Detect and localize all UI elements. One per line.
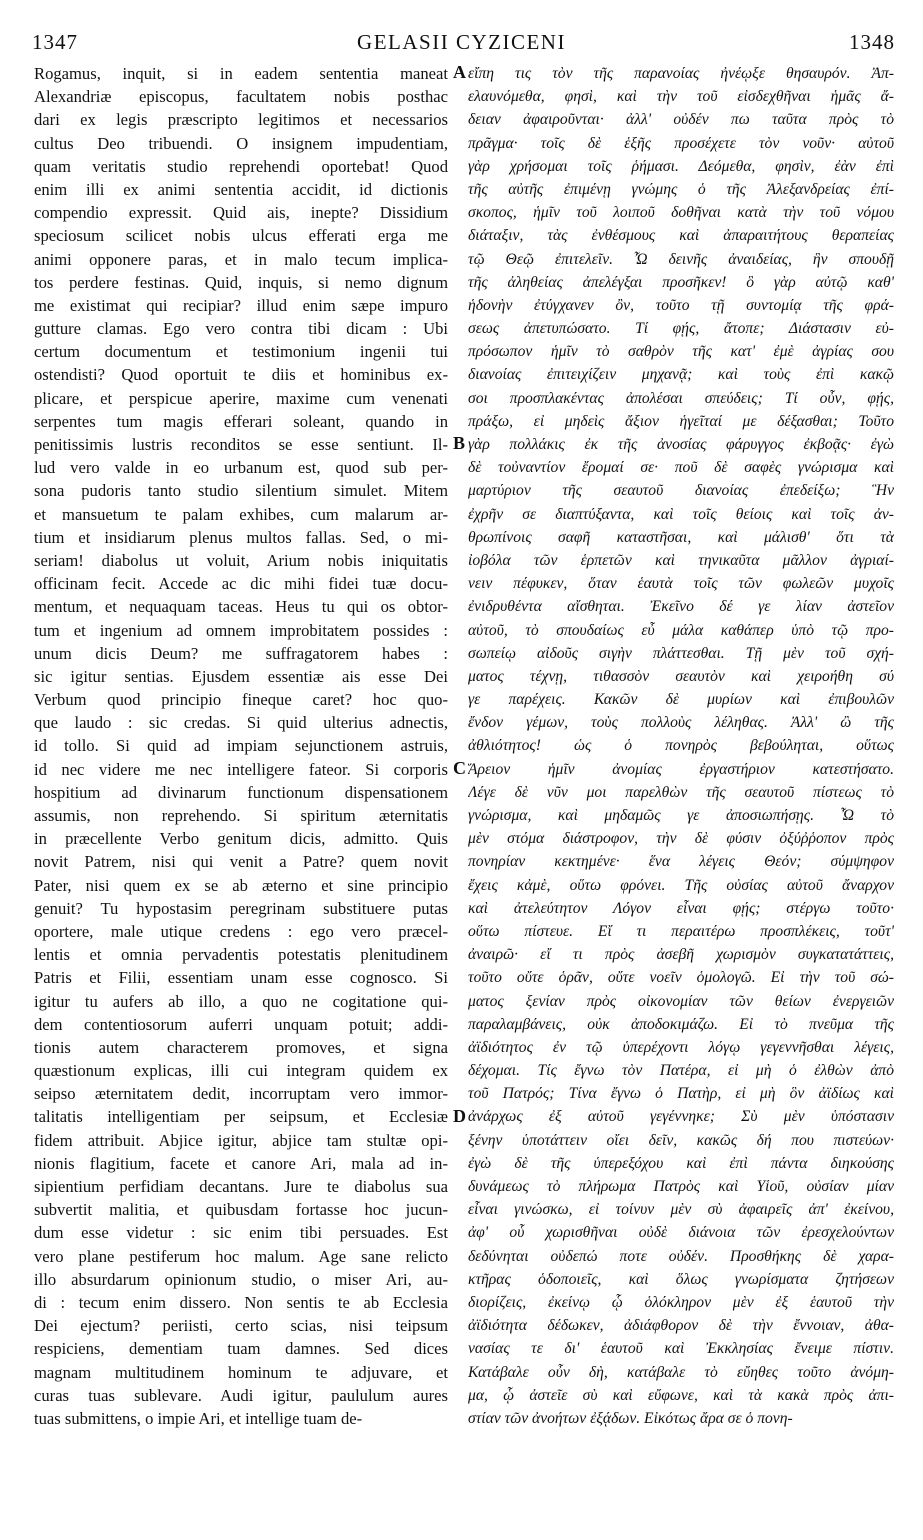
greek-text-line: σοι προσπλακέντας ἀπολέσαι σπεύδεις; Τί οὖν, φῄς, xyxy=(468,389,894,407)
section-marker-d: D xyxy=(453,1106,466,1126)
latin-text-line: speciosum scilicet nobis ulcus efferati erga me xyxy=(34,226,448,246)
latin-text-line: Dei ejectum? periisti, certo scias, nisi teipsum xyxy=(34,1316,448,1336)
greek-text-line: τοῦτο οὔτε ὁρᾶν, οὔτε νοεῖν ὁμολογῶ. Εἰ τὴν τοῦ σώ- xyxy=(468,969,894,987)
greek-text-line: ματος ξενίαν πρὸς οἰκονομίαν τῶν θείων ἐνεργειῶν xyxy=(468,992,894,1010)
latin-text-line: unum dicis Deum? me suffragatorem habes : xyxy=(34,643,448,663)
greek-text-line: τοῦ Πατρός; Τίνα ἔγνω ὁ Πατὴρ, εἰ μὴ ὃν ἀϊδίως καὶ xyxy=(468,1085,894,1103)
greek-text-line: πράξω, εἰ μηδεὶς ἄξιον ἡγεῖταί με δέξασθαι; Τοῦτο xyxy=(468,412,894,430)
greek-text-line: αὐτοῦ, τὸ σπουδαίως εὖ μάλα καθάπερ ὑπὸ τῷ προ- xyxy=(468,621,894,639)
greek-text-line: Ἄρειον ἡμῖν ἀνομίας ἐργαστήριον κατεστήσατο. xyxy=(468,760,894,778)
page-number-left: 1347 xyxy=(32,30,78,54)
latin-text-line: quam veritatis studio reprehendi oportebat! Quod xyxy=(34,156,448,176)
latin-text-line: Patris et Filii, essentiam unam esse cognosco. Si xyxy=(34,968,448,988)
latin-text-line: novit Patrem, nisi qui venit a Patre? quem novit xyxy=(34,852,448,872)
latin-text-line: igitur tu aufers ab illo, a quo ne cogitatione qui- xyxy=(34,991,448,1011)
greek-text-line: νειν πέφυκεν, ὅταν ἑαυτὰ τοῖς τῶν φωλεῶν μυχοῖς xyxy=(468,575,894,593)
greek-text-line: θρωπίνοις σαφῆ καταστῆσαι, καὶ μάλισθ' ὅτι τὰ xyxy=(468,528,894,546)
greek-text-line: διανοίας ἐπιτειχίζειν μηχανᾷ; καὶ τοὺς ἐπὶ κακῷ xyxy=(468,366,894,384)
latin-text-line: respiciens, dementiam tuam damnes. Sed dices xyxy=(34,1339,448,1359)
latin-text-line: genuit? Tu hypostasim peregrinam substituere putas xyxy=(34,898,448,918)
greek-text-line: διορίζεις, ἐκείνῳ ᾧ ὁλόκληρον μὲν ἐξ ἑαυτοῦ τὴν xyxy=(468,1293,894,1311)
section-marker-a: A xyxy=(453,62,466,82)
greek-text-line: ἐχρῆν σε διαπτύξαντα, καὶ τοῖς θείοις καὶ τοῖς ἀν- xyxy=(468,505,894,523)
latin-text-line: plicare, et perspicue aperire, maxime cum venenati xyxy=(34,388,448,408)
latin-text-line: Pater, nisi quem ex se ab æterno et sine principio xyxy=(34,875,448,895)
greek-text-line: γὰρ πολλάκις ἐκ τῆς ἀνοσίας φάρυγγος ἐκβοᾷς· ἐγὼ xyxy=(468,436,894,453)
greek-text-line: πονηρίαν κεκτημένε· ἕνα λέγεις Θεόν; σύμψηφον xyxy=(468,853,894,871)
latin-text-line: talitatis intelligentiam per seipsum, et Ecclesiæ xyxy=(34,1107,448,1127)
latin-text-line: dem contentiosorum auferri unquam potuit; addi- xyxy=(34,1014,448,1034)
latin-text-line: dari ex legis præscripto legitimos et necessarios xyxy=(34,110,448,130)
greek-text-line: πρᾶγμα· τοῖς δὲ ἑξῆς προσέχετε τὸν νοῦν· αὐτοῦ xyxy=(468,134,894,152)
latin-text-line: id nec videre me nec intelligere fateor. Si corporis xyxy=(34,759,448,779)
latin-text-line: seriam! diabolus ut voluit, Arium nobis iniquitatis xyxy=(34,550,448,570)
latin-text-line: penitissimis lustris reconditos se esse sentiunt. Il- xyxy=(34,435,448,454)
greek-text-line: διάταξιν, τὰς ἐνθέσμους καὶ ἀπαραιτήτους θεραπείας xyxy=(468,227,894,245)
latin-text-line: mentum, et nequaquam taceas. Heus tu qui os obtor- xyxy=(34,597,448,617)
greek-text-line: παραλαμβάνεις, οὐκ ἀποδοκιμάζω. Εἰ τὸ πνεῦμα τῆς xyxy=(468,1015,894,1033)
greek-text-line: εἴπη τις τὸν τῆς παρανοίας ἠνέῳξε θησαυρόν. Ἀπ- xyxy=(468,65,894,82)
greek-text-line: ἀναιρῶ· εἴ τι πρὸς ἀσεβῆ χωρισμὸν συγκατατάττεις, xyxy=(468,946,894,964)
greek-text-line: κτῆρας ὁδοποιεῖς, καὶ ὅλως γνωρίσματα ζητήσεων xyxy=(468,1270,894,1288)
greek-text-line: Κατάβαλε οὖν δὴ, κατάβαλε τὸ εὔηθες τοῦτο ἀνόμη- xyxy=(468,1363,894,1381)
greek-text-line: ματος τέχνῃ, τιθασσὸν σεαυτὸν καὶ χειροήθη σύ xyxy=(468,667,894,685)
greek-text-line: ἔνδον γέμων, τοὺς πολλοὺς λέληθας. Ἀλλ' ὢ τῆς xyxy=(468,714,894,732)
latin-text-line: curas tuas sublevare. Audi igitur, paululum aures xyxy=(34,1385,448,1405)
latin-text-line: subvertit malitia, et quibusdam fortasse hoc jucun- xyxy=(34,1200,448,1220)
greek-text-line: σεως ἀπετυπώσατο. Τί φῄς, ἄτοπε; Διάστασιν εὐ- xyxy=(468,320,894,338)
greek-text-line: ξένην ὑποτάττειν οἴει δεῖν, κακῶς δή που πιστεύων· xyxy=(468,1131,894,1149)
latin-text-line: animi opponere paras, et in malo tecum implica- xyxy=(34,249,448,269)
latin-text-line: enim illi ex animi sententia accidit, id dictionis xyxy=(34,179,448,199)
running-title: GELASII CYZICENI xyxy=(357,30,566,54)
latin-text-line: lud vero valde in eo urbanum est, quod sub per- xyxy=(34,458,448,478)
running-header xyxy=(0,0,923,58)
greek-text-line: δυνάμεως τὸ πλήρωμα Πατρὸς καὶ Υἱοῦ, οὐσίαν μίαν xyxy=(468,1178,894,1195)
greek-text-line: Λέγε δὲ νῦν μοι παρελθὼν τῆς σεαυτοῦ πίστεως τὸ xyxy=(468,783,894,801)
latin-text-line: illo absurdarum opinionum studio, o miser Ari, au- xyxy=(34,1269,448,1289)
latin-text-line: tos perdere festinas. Quid, inquis, si nemo dignum xyxy=(34,272,448,292)
latin-text-line: ostendisti? Quod oportuit te diis et hominibus ex- xyxy=(34,365,448,385)
latin-text-line: di : tecum enim dissero. Non sentis te ab Ecclesia xyxy=(34,1292,448,1312)
greek-text-line: ἐγὼ δὲ τῆς ὑπερεξόχου καὶ ἐπὶ πάντα διηκούσης xyxy=(468,1154,894,1172)
latin-text-line: lentis et omnia pervadentis potestatis plenitudinem xyxy=(34,945,448,965)
latin-text-line: assumis, non reprehendo. Si spiritum æternitatis xyxy=(34,806,448,825)
latin-text-line: tium et insidiarum plenus multos fallas. Sed, o mi- xyxy=(34,527,448,547)
latin-text-line: vero plane pestiferum hoc malum. Age sane relicto xyxy=(34,1246,448,1266)
greek-text-line: πρόσωπον ἡμῖν τὸ σαθρὸν τῆς κατ' ἐμὲ ἀγρίας σου xyxy=(468,343,894,361)
greek-text-line: ἡδονὴν ἐτύγχανεν ὂν, τοῦτο τῇ συντομίᾳ τῆς φρά- xyxy=(468,296,894,314)
greek-text-line: τῷ Θεῷ ἐπιτελεῖν. Ὦ δεινῆς ἀναιδείας, ἣν σπουδῇ xyxy=(468,250,894,268)
greek-text-line: τῆς ἀληθείας ἀπελέγξαι προσῆκεν! ὃ γὰρ αὐτῷ καθ' xyxy=(468,273,894,291)
greek-text-line: ἀϊδιότητα δέδωκεν, ἀδιάφθορον δὲ τὴν ἔννοιαν, ἀθα- xyxy=(468,1317,894,1335)
greek-text-line: νασίας τε δι' ἑαυτοῦ καὶ Ἐκκλησίας ἔνειμε πίστιν. xyxy=(468,1340,894,1358)
greek-text-line: καὶ ἀτελεύτητον Λόγον εἶναι φῄς; στέργω τοῦτο· xyxy=(468,899,894,917)
latin-text-line: sona pudoris tanto studio silentium simulet. Mitem xyxy=(34,481,448,501)
latin-text-line: Alexandriæ episcopus, facultatem nobis posthac xyxy=(34,87,448,107)
greek-text-line: δέχομαι. Τίς ἔγνω τὸν Πατέρα, εἰ μὴ ὁ ἐλθὼν ἀπὸ xyxy=(468,1062,894,1080)
greek-text-line: ἰοβόλα τῶν ἑρπετῶν καὶ τηνικαῦτα μᾶλλον ἀγριαί- xyxy=(468,551,894,569)
latin-text-line: compendio expressit. Quid ais, inepte? Dissidium xyxy=(34,203,448,223)
latin-text-line: sic igitur sentias. Ejusdem essentiæ ais esse Dei xyxy=(34,666,448,686)
latin-text-line: certum documentum et testimonium ingenii tui xyxy=(34,342,448,362)
section-marker-b: B xyxy=(453,433,466,453)
greek-text-line: μα, ᾧ ἀστεῖε σὺ καὶ εὔφωνε, καὶ τὰ κακὰ πρὸς ἀπι- xyxy=(468,1386,894,1404)
greek-column xyxy=(468,62,894,1430)
latin-text-line: quæstionum explicas, illi cui integram quidem ex xyxy=(34,1061,448,1081)
latin-text-line: gutture clamas. Ego vero contra tibi dicam : Ubi xyxy=(34,319,448,339)
greek-text-line: δὲ τοὐναντίον ἔρομαί σε· ποῦ δὲ σαφὲς γνώρισμα καὶ xyxy=(468,459,894,477)
greek-text-line: ἀνάρχως ἐξ αὐτοῦ γεγέννηκε; Σὺ μὲν ὑπόστασιν xyxy=(468,1108,894,1126)
latin-text-line: serpentes tum magis efferari soleant, quando in xyxy=(34,411,448,431)
greek-text-line: σωπείῳ αἰδοῦς σιγὴν πλάττεσθαι. Τῇ μὲν τοῦ σχή- xyxy=(468,644,894,662)
latin-text-line: dum esse videtur : sic enim tibi persuades. Est xyxy=(34,1223,448,1243)
latin-text-line: hospitium ad divinarum functionum dispensationem xyxy=(34,782,448,802)
latin-column xyxy=(34,62,448,1430)
greek-text-line: γνώρισμα, καὶ μηδαμῶς γε ἀποσιωπήσῃς. Ὦ τὸ xyxy=(468,807,894,824)
greek-text-line: οὕτω πίστευε. Εἴ τι περαιτέρω προσπλέκεις, τοῦτ' xyxy=(468,922,894,940)
latin-text-line: et mansuetum te palam exhibes, cum malarum ar- xyxy=(34,504,448,524)
greek-text-line: ελαυνόμεθα, φησὶ, καὶ τὴν τοῦ εἰσδεχθῆναι ἡμᾶς ἄ- xyxy=(468,88,894,106)
greek-text-line: γὰρ χρήσομαι τοῖς ῥήμασι. Δεόμεθα, φησὶν, ἐὰν ἐπὶ xyxy=(468,157,894,175)
latin-text-line: fidem attribuit. Abjice igitur, abjice tam stultæ opi- xyxy=(34,1130,448,1150)
latin-text-line: nionis flagitium, facete et canore Ari, mala ad in- xyxy=(34,1153,448,1173)
greek-text-line: ἀϊδιότητος ἐν τῷ ὑπερέχοντι λόγῳ γεγεννῆσθαι λέγεις, xyxy=(468,1038,894,1056)
greek-text-line: ἐνιδρυθέντα αἴσθηται. Ἐκεῖνο δέ γε λίαν ἀστεῖον xyxy=(468,598,894,616)
latin-text-line: Rogamus, inquit, si in eadem sententia maneat xyxy=(34,64,448,83)
latin-text-line: sipientium perfidiam decantans. Jure te diabolus sua xyxy=(34,1177,448,1196)
section-marker-c: C xyxy=(453,758,466,778)
page-number-right: 1348 xyxy=(849,30,895,54)
greek-text-line: δειαν ἀφαιροῦνται· ἀλλ' οὐδέν πω ταῦτα πρὸς τὸ xyxy=(468,111,894,129)
greek-text-line: στίαν τῶν ἀνοήτων ἐξᾴδων. Εἰκότως ἄρα σε ὁ πονη- xyxy=(468,1409,793,1427)
latin-text-line: cultus Deo tribuendi. O insignem impudentiam, xyxy=(34,133,448,153)
latin-text-line: in præcellente Verbo genitum dicis, admitto. Quis xyxy=(34,829,448,849)
latin-text-line: tionis autem characterem promoves, et signa xyxy=(34,1037,448,1057)
greek-text-line: ἔχεις κἀμὲ, οὕτω φρόνει. Τῆς οὐσίας αὐτοῦ ἄναρχον xyxy=(468,876,894,894)
latin-text-line: tuas submittens, o impie Ari, et intellige tuam de- xyxy=(34,1408,363,1428)
greek-text-line: τῆς αὐτῆς ἐπιμένῃ γνώμης ὁ τῆς Ἀλεξανδρείας ἐπί- xyxy=(468,180,894,198)
greek-text-line: εἶναι γινώσκω, εἰ τοίνυν μὲν σὺ ἀφαιρεῖς ἀπ' ἐκείνου, xyxy=(468,1201,894,1219)
latin-text-line: Verbum quod principio fineque caret? hoc quo- xyxy=(34,690,448,710)
greek-text-line: δεδύνηται οὐδεπώ ποτε οὐδέν. Προσθήκης δὲ χαρα- xyxy=(468,1247,894,1265)
greek-text-line: ἀφ' οὗ χωρισθῆναι οὐδὲ διάνοια τῶν ἐρεσχελούντων xyxy=(468,1224,894,1242)
greek-text-line: σκοπος, ἡμῖν τοῦ λοιποῦ δοθῆναι κατὰ τὴν τοῦ νόμου xyxy=(468,204,894,222)
greek-text-line: γε παρέχεις. Κακῶν δὲ μυρίων καὶ ἐπιβουλῶν xyxy=(468,691,894,709)
latin-text-line: oportere, male utique credens : ego vero præcel- xyxy=(34,921,448,941)
latin-text-line: me existimat qui recipiar? illud enim sæpe impuro xyxy=(34,295,448,315)
latin-text-line: seipso æternitatem dedit, incorruptam vero immor- xyxy=(34,1084,448,1104)
greek-text-line: ἀθλιότητος! ὡς ὁ πονηρὸς βεβούληται, οὕτως xyxy=(468,737,894,755)
greek-text-line: μαρτύριον τῆς σεαυτοῦ διανοίας ἐπεδείξω; Ἣν xyxy=(468,482,894,500)
latin-text-line: id tollo. Si quid ad impiam sejunctionem astruis, xyxy=(34,736,448,756)
latin-text-line: que laudo : sic credas. Si quid ulterius adnectis, xyxy=(34,713,448,733)
greek-text-line: μὲν στόμα διάστροφον, τὴν δὲ φύσιν ὀξύῤῥοπον πρὸς xyxy=(468,830,894,848)
latin-text-line: officinam fecit. Accede ac dic mihi fidei tuæ docu- xyxy=(34,574,448,594)
latin-text-line: magnam multitudinem hominum te adjuvare, et xyxy=(34,1362,448,1382)
latin-text-line: tum et ingenium ad omnem improbitatem possides : xyxy=(34,620,448,640)
